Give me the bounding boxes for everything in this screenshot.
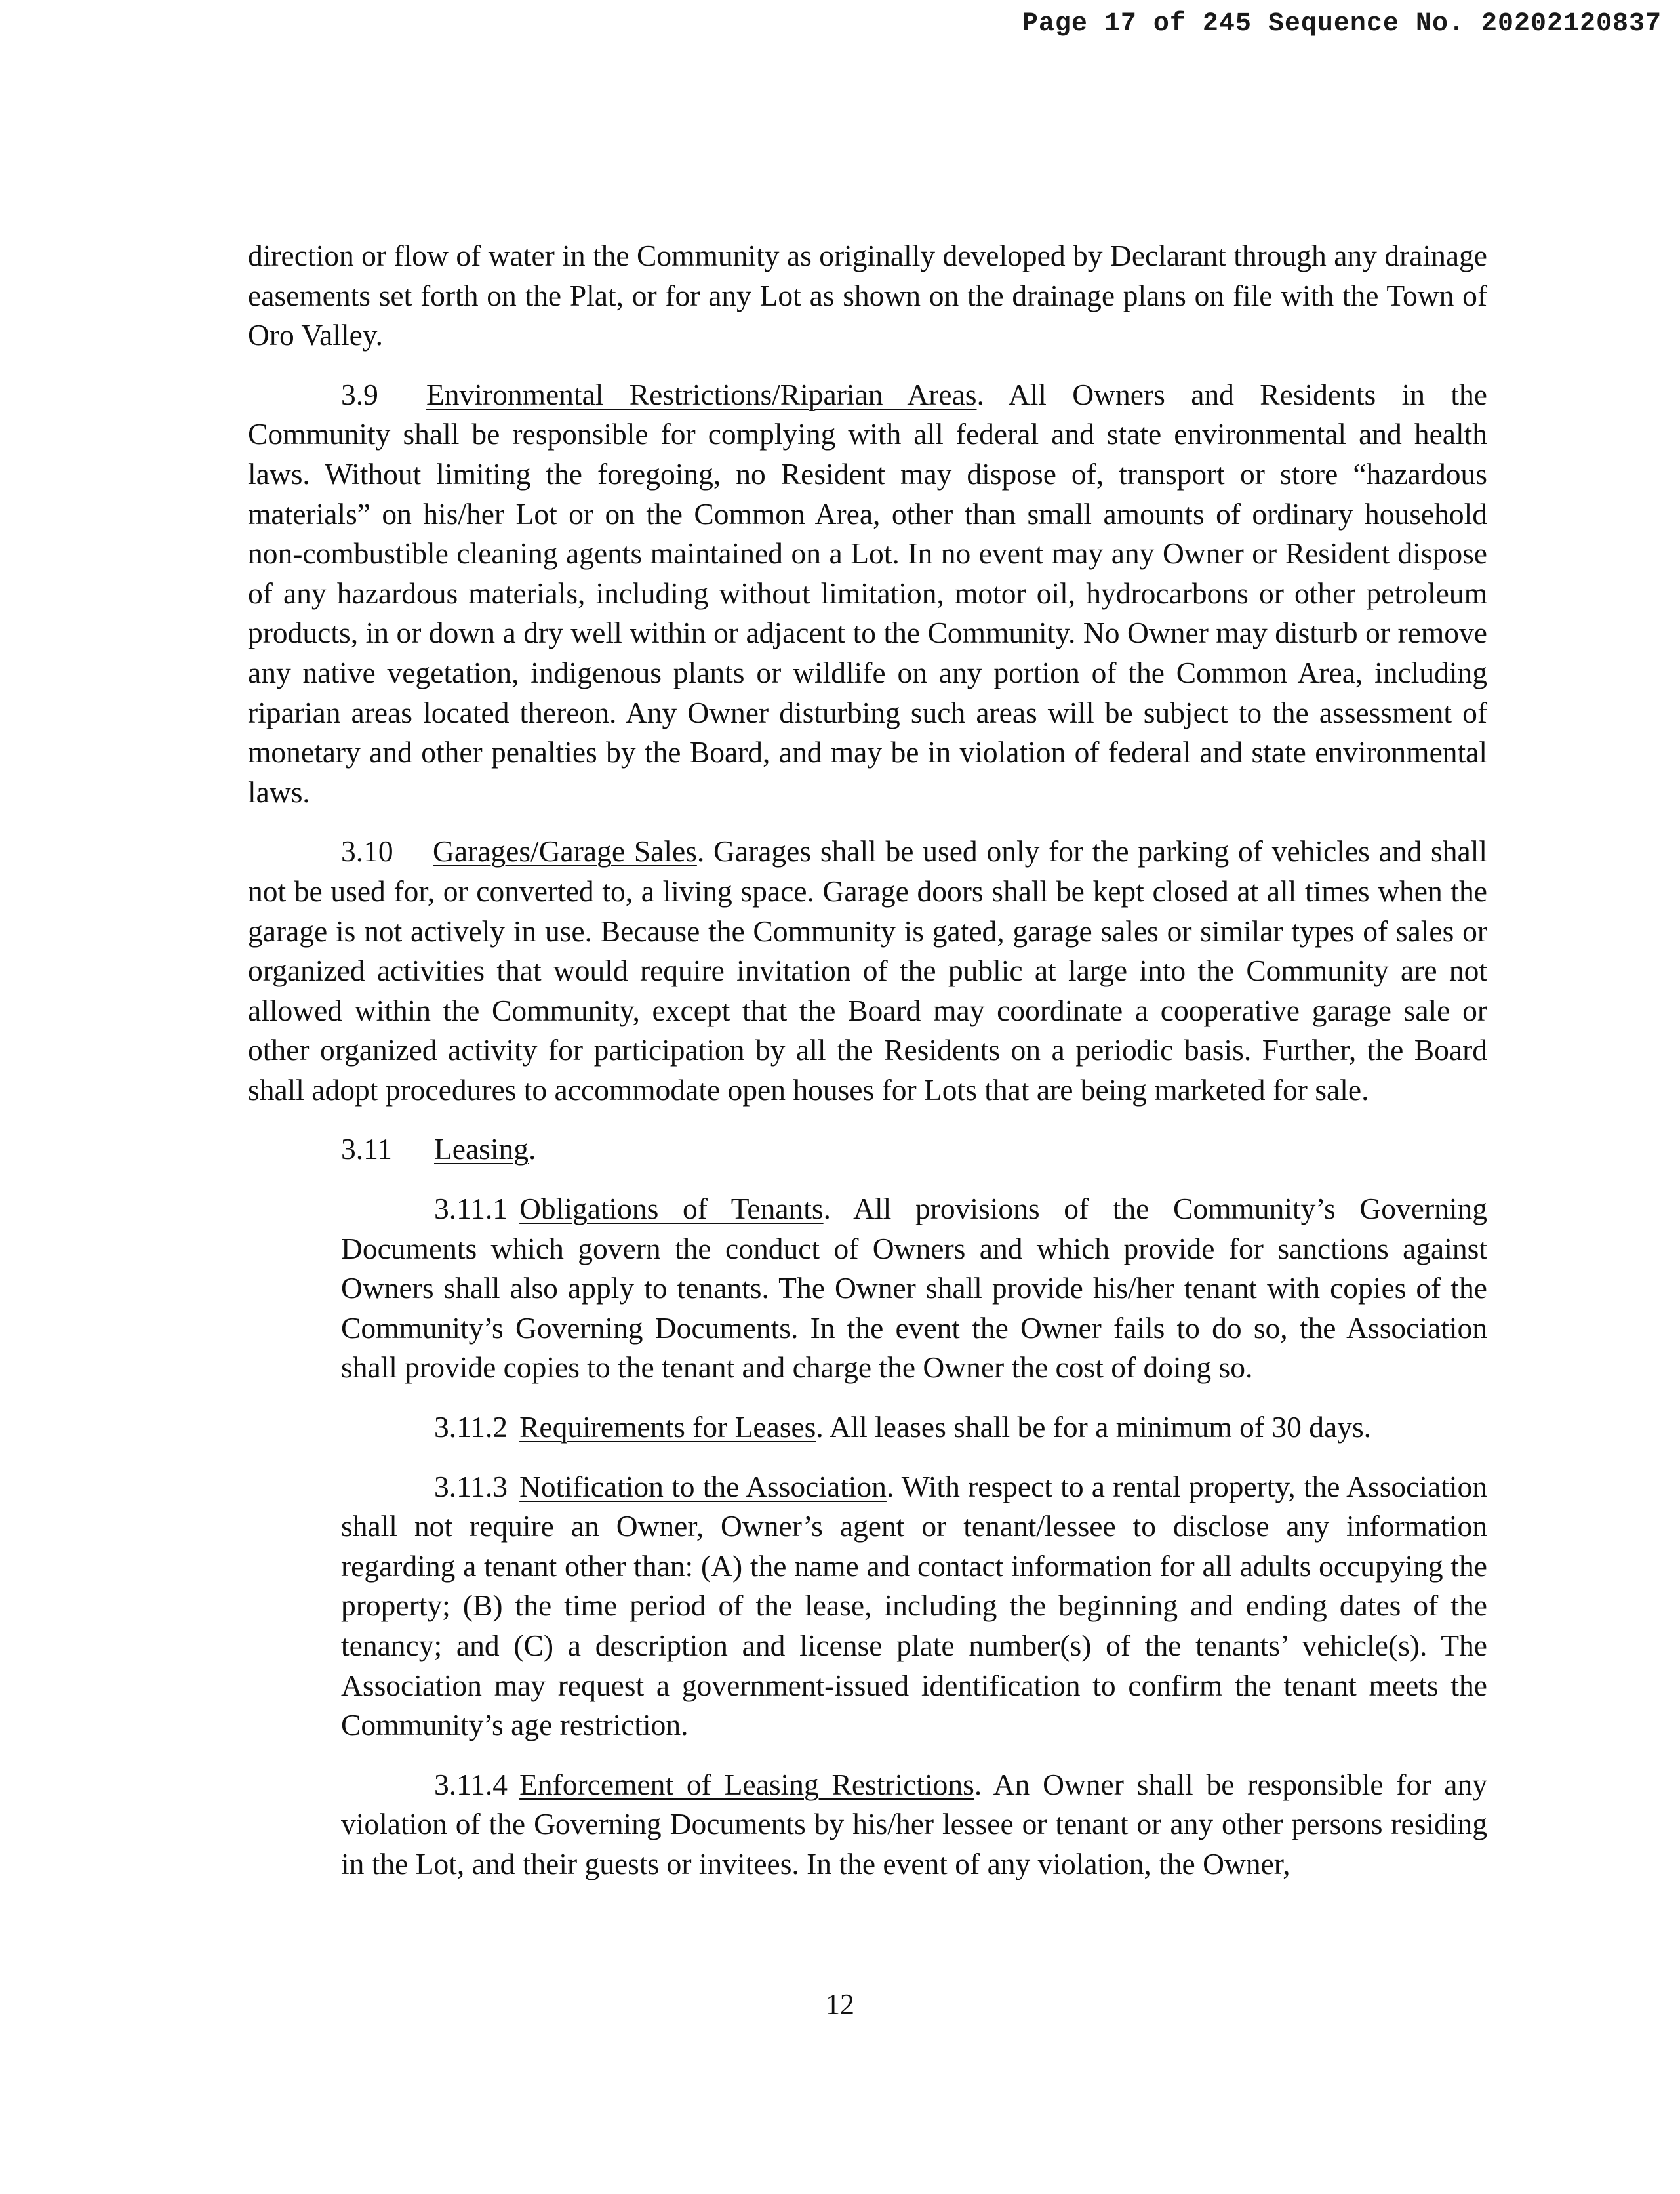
section-heading: Obligations of Tenants bbox=[519, 1192, 824, 1226]
section-heading: Requirements for Leases bbox=[519, 1410, 816, 1444]
page-sequence-stamp: Page 17 of 245 Sequence No. 20202120837 bbox=[1022, 9, 1662, 39]
section-heading: Notification to the Association bbox=[519, 1469, 887, 1503]
section-heading: Leasing bbox=[434, 1132, 529, 1166]
section-number: 3.11.4 bbox=[434, 1767, 508, 1801]
section-3-11-1 bbox=[341, 1189, 1487, 1388]
section-body: . All Owners and Residents in the Community shall be responsible for complying with all federal and state environmental and health laws. Without limiting the foregoing, no Resident may dispose of, transport or store “hazardous materials” on his/her Lot or on the Common Area, other than small amounts of ordinary household non-combustible cleaning agents maintained on a Lot. In no event may any Owner or Resident dispose of any hazardous materials, including without limitation, motor oil, hydrocarbons or other petroleum products, in or down a dry well within or adjacent to the Community. No Owner may disturb or remove any native vegetation, indigenous plants or wildlife on any portion of the Common Area, including riparian areas located thereon. Any Owner disturbing such areas will be subject to the assessment of monetary and other penalties by the Board, and may be in violation of federal and state environmental laws. bbox=[248, 377, 1487, 809]
section-body: . All leases shall be for a minimum of 30 days. bbox=[816, 1410, 1372, 1444]
section-3-11-3 bbox=[341, 1467, 1487, 1745]
section-3-9 bbox=[248, 375, 1487, 813]
page-number: 12 bbox=[826, 1988, 854, 2020]
section-3-10 bbox=[248, 832, 1487, 1110]
section-heading: Garages/Garage Sales bbox=[433, 834, 697, 868]
section-body: . An Owner shall be responsible for any violation of the Governing Documents by his/her lessee or tenant or any other persons residing in the Lot, and their guests or invitees. In the event of any violation, the Owner, bbox=[341, 1767, 1487, 1880]
section-body: . Garages shall be used only for the parking of vehicles and shall not be used for, or converted to, a living space. Garage doors shall be kept closed at all times when the garage is not actively in use. Because the Community is gated, garage sales or similar types of sales or organized activities that would require invitation of the public at large into the Community are not allowed within the Community, except that the Board may coordinate a cooperative garage sale or other organized activity for participation by all the Residents on a periodic basis. Further, the Board shall adopt procedures to accommodate open houses for Lots that are being marketed for sale. bbox=[248, 834, 1487, 1107]
section-3-11 bbox=[248, 1129, 1487, 1169]
section-number: 3.9 bbox=[341, 377, 378, 411]
section-heading: Enforcement of Leasing Restrictions bbox=[519, 1767, 974, 1801]
section-heading: Environmental Restrictions/Riparian Areas bbox=[426, 377, 977, 411]
section-number: 3.11.1 bbox=[434, 1192, 508, 1226]
section-heading-suffix: . bbox=[529, 1132, 536, 1166]
section-number: 3.11 bbox=[341, 1132, 392, 1166]
section-number: 3.11.3 bbox=[434, 1469, 508, 1503]
section-3-11-4 bbox=[341, 1765, 1487, 1884]
section-number: 3.10 bbox=[341, 834, 393, 868]
section-3-11-2 bbox=[341, 1408, 1487, 1448]
document-body bbox=[248, 236, 1487, 1904]
section-body: . All provisions of the Community’s Governing Documents which govern the conduct of Owners and which provide for sanctions against Owners shall also apply to tenants. The Owner shall provide his/her tenant with copies of the Community’s Governing Documents. In the event the Owner fails to do so, the Association shall provide copies to the tenant and charge the Owner the cost of doing so. bbox=[341, 1192, 1488, 1385]
section-body: . With respect to a rental property, the Association shall not require an Owner, Owner’s agent or tenant/lessee to disclose any information regarding a tenant other than: (A) the name and contact information for all adults occupying the property; (B) the time period of the lease, including the beginning and ending dates of the tenancy; and (C) a description and license plate number(s) of the tenants’ vehicle(s). The Association may request a government-issued identification to confirm the tenant meets the Community’s age restriction. bbox=[341, 1469, 1487, 1742]
section-number: 3.11.2 bbox=[434, 1410, 508, 1444]
carryover-paragraph: direction or flow of water in the Community as originally developed by Declarant through any drainage easements set forth on the Plat, or for any Lot as shown on the drainage plans on file with the Town of Oro Valley. bbox=[248, 239, 1487, 352]
